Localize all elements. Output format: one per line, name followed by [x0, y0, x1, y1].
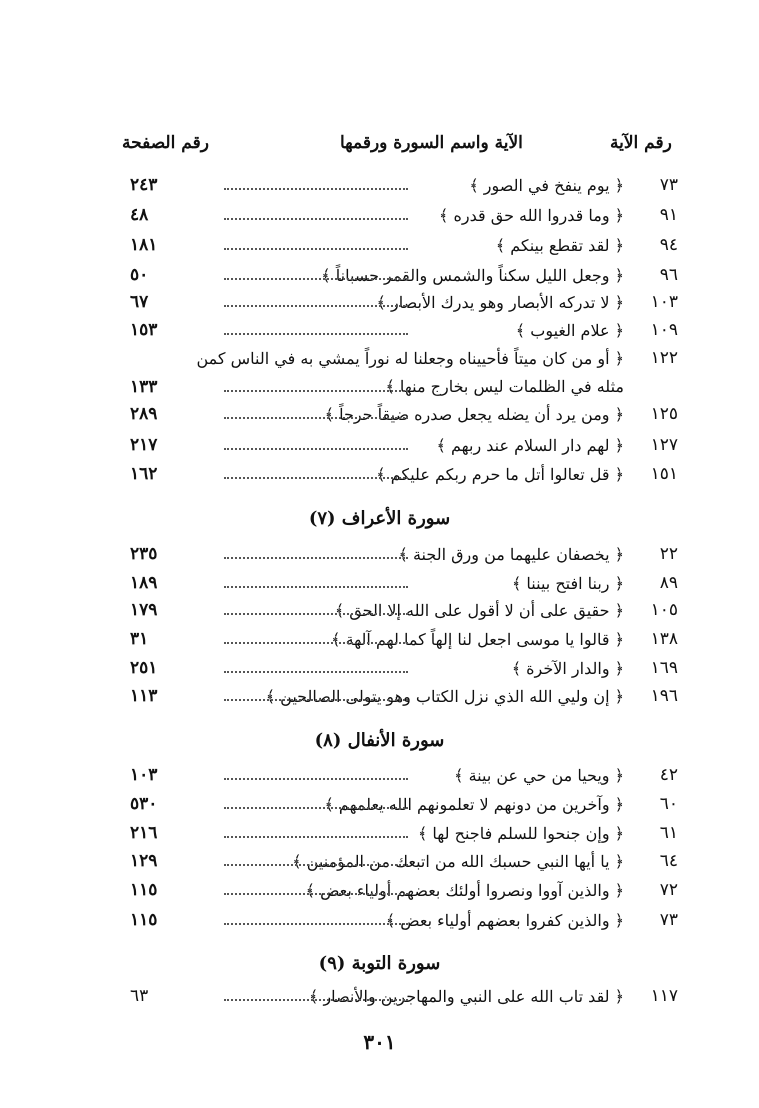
index-entry — [130, 346, 678, 400]
verse-text: ﴿ يخصفان عليهما من ورق الجنة ﴾ — [398, 545, 624, 564]
verse-text: ﴿ لهم دار السلام عند ربهم ﴾ — [436, 436, 624, 455]
page-number: ١١٣ — [130, 686, 158, 706]
dot-leader — [224, 671, 408, 673]
header-verse-number: رقم الآية — [610, 133, 672, 153]
page-number: ٢٥١ — [130, 658, 158, 678]
dot-leader — [224, 278, 408, 280]
dot-leader — [224, 218, 408, 220]
dot-leader — [224, 586, 408, 588]
page-number: ٥٣٠ — [130, 794, 158, 814]
verse-text: ﴿ ربنا افتح بيننا ﴾ — [511, 574, 624, 593]
index-entry — [130, 763, 678, 789]
dot-leader — [224, 807, 408, 809]
index-entry — [130, 173, 678, 199]
verse-number: ٦١ — [659, 823, 678, 843]
index-entry — [130, 542, 678, 568]
page-number: ١٥٣ — [130, 320, 158, 340]
verse-text: ﴿ لقد تاب الله على النبي والمهاجرين والأنصار ﴾ — [308, 987, 624, 1006]
page-number: ٥٠ — [130, 265, 149, 285]
page-number: ١٧٩ — [130, 600, 158, 620]
verse-text: ﴿ إن وليي الله الذي نزل الكتاب وهو يتولى الصالحين ﴾ — [265, 687, 624, 706]
index-entry — [130, 290, 678, 316]
dot-leader — [224, 642, 408, 644]
page-number: ١٣٣ — [130, 377, 158, 397]
page-number: ١٢٩ — [130, 851, 158, 871]
index-entry — [130, 908, 678, 934]
dot-leader — [224, 188, 408, 190]
dot-leader — [224, 448, 408, 450]
dot-leader — [224, 390, 408, 392]
page-number: ٣١ — [130, 629, 149, 649]
index-entry — [130, 821, 678, 847]
verse-number: ١٣٨ — [650, 629, 678, 649]
verse-number: ٤٢ — [659, 765, 678, 785]
dot-leader — [224, 999, 408, 1001]
dot-leader — [224, 333, 408, 335]
page-number: ٢٣٥ — [130, 544, 158, 564]
surah-title: سورة الأعراف (٧) — [308, 508, 451, 529]
verse-text: ﴿ ومن يرد أن يضله يجعل صدره ضيقاً حرجاً ﴾ — [324, 405, 624, 424]
verse-number: ١٠٥ — [650, 600, 678, 620]
verse-number: ٨٩ — [659, 573, 678, 593]
page-number: ٦٧ — [130, 292, 149, 312]
verse-number: ١٥١ — [650, 464, 678, 484]
verse-number: ١٠٣ — [650, 292, 678, 312]
verse-text: ﴿ والذين آووا ونصروا أولئك بعضهم أولياء بعض ﴾ — [305, 881, 624, 900]
verse-number: ٧٣ — [659, 175, 678, 195]
verse-number: ٩٤ — [659, 235, 678, 255]
verse-number: ١٢٧ — [650, 435, 678, 455]
header-verse-and-surah: الآية واسم السورة ورقمها — [340, 133, 523, 153]
page-number: ٢٤٣ — [130, 175, 158, 195]
verse-text: ﴿ يا أيها النبي حسبك الله من اتبعك من المؤمنين ﴾ — [292, 852, 624, 871]
index-entry — [130, 263, 678, 289]
index-entry — [130, 849, 678, 875]
verse-text: ﴿ قالوا يا موسى اجعل لنا إلهاً كما لهم آلهة ﴾ — [331, 630, 624, 649]
verse-number: ٦٤ — [659, 851, 678, 871]
verse-number: ١٠٩ — [650, 320, 678, 340]
dot-leader — [224, 477, 408, 479]
surah-title: سورة التوبة (٩) — [318, 953, 441, 974]
verse-text: ﴿ ويحيا من حي عن بينة ﴾ — [454, 766, 624, 785]
verse-number: ١٢٥ — [650, 404, 678, 424]
page-number: ٢١٧ — [130, 435, 158, 455]
index-entry — [130, 433, 678, 459]
verse-text: ﴿ لا تدركه الأبصار وهو يدرك الأبصار ﴾ — [376, 293, 624, 312]
verse-text: ﴿ أو من كان ميتاً فأحييناه وجعلنا له نوراً يمشي به في الناس كمن — [196, 349, 624, 368]
index-entry — [130, 318, 678, 344]
verse-text: ﴿ يوم ينفخ في الصور ﴾ — [469, 176, 624, 195]
page-number: ١١٥ — [130, 910, 158, 930]
dot-leader — [224, 305, 408, 307]
verse-text: ﴿ وآخرين من دونهم لا تعلمونهم الله يعلمهم ﴾ — [324, 795, 624, 814]
verse-text: ﴿ وإن جنحوا للسلم فاجنح لها ﴾ — [417, 824, 624, 843]
dot-leader — [224, 417, 408, 419]
page-number: ١١٥ — [130, 880, 158, 900]
page-number: ٢١٦ — [130, 823, 158, 843]
index-entry — [130, 233, 678, 259]
index-entry — [130, 598, 678, 624]
verse-number: ١١٧ — [650, 986, 678, 1006]
dot-leader — [224, 893, 408, 895]
verse-text: ﴿ حقيق على أن لا أقول على الله إلا الحق ﴾ — [334, 601, 624, 620]
index-entry — [130, 571, 678, 597]
verse-number: ٢٢ — [659, 544, 678, 564]
verse-text: ﴿ والذين كفروا بعضهم أولياء بعض ﴾ — [385, 911, 624, 930]
verse-text: ﴿ علام الغيوب ﴾ — [515, 321, 624, 340]
index-entry — [130, 203, 678, 229]
page-number: ٤٨ — [130, 205, 149, 225]
verse-number: ٦٠ — [659, 794, 678, 814]
verse-text: ﴿ وما قدروا الله حق قدره ﴾ — [439, 206, 624, 225]
verse-number: ٧٢ — [659, 880, 678, 900]
page-number: ١٠٣ — [130, 765, 158, 785]
index-entry — [130, 462, 678, 488]
header-page-number: رقم الصفحة — [122, 133, 209, 153]
page-number: ١٨٩ — [130, 573, 158, 593]
dot-leader — [224, 864, 408, 866]
index-entry — [130, 984, 678, 1010]
dot-leader — [224, 836, 408, 838]
index-entry — [130, 792, 678, 818]
verse-number: ١٢٢ — [650, 348, 678, 368]
verse-text: ﴿ لقد تقطع بينكم ﴾ — [495, 236, 624, 255]
verse-number: ١٩٦ — [650, 686, 678, 706]
dot-leader — [224, 778, 408, 780]
dot-leader — [224, 557, 408, 559]
index-entry — [130, 878, 678, 904]
verse-text: ﴿ وجعل الليل سكناً والشمس والقمر حسباناً ﴾ — [321, 266, 624, 285]
page-number: ١٦٢ — [130, 464, 158, 484]
page-folio-number: ٣٠١ — [363, 1030, 396, 1054]
verse-text-continuation: مثله في الظلمات ليس بخارج منها ﴾ — [385, 377, 624, 396]
verse-text: ﴿ قل تعالوا أتل ما حرم ربكم عليكم ﴾ — [376, 465, 624, 484]
dot-leader — [224, 699, 408, 701]
page-number: ١٨١ — [130, 235, 158, 255]
page-number: ٢٨٩ — [130, 404, 158, 424]
surah-title: سورة الأنفال (٨) — [314, 730, 445, 751]
index-entry — [130, 402, 678, 428]
verse-text: ﴿ والدار الآخرة ﴾ — [511, 659, 624, 678]
index-entry — [130, 627, 678, 653]
dot-leader — [224, 248, 408, 250]
index-entry — [130, 684, 678, 710]
page-number: ٦٣ — [130, 986, 149, 1006]
verse-number: ٩١ — [659, 205, 678, 225]
dot-leader — [224, 613, 408, 615]
verse-number: ١٦٩ — [650, 658, 678, 678]
dot-leader — [224, 923, 408, 925]
verse-number: ٧٣ — [659, 910, 678, 930]
verse-number: ٩٦ — [659, 265, 678, 285]
index-entry — [130, 656, 678, 682]
